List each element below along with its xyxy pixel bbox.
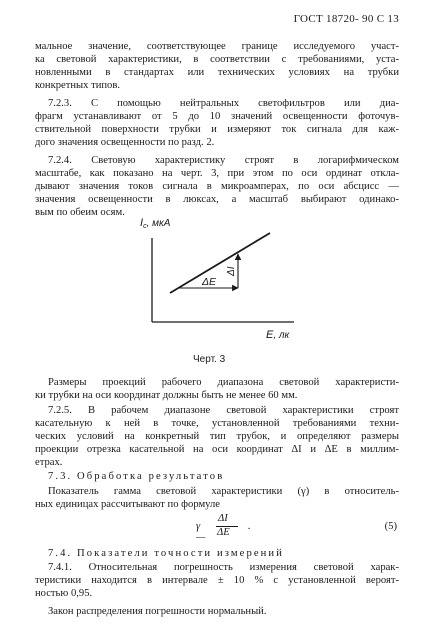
text-line: ка световой характеристики, в соответствии с требованиями, уста-: [35, 54, 399, 65]
text-line: дывают значения токов сигнала в микроамперах, по оси абсцисс —: [35, 181, 399, 192]
text-line: дого значения освещенности по разд. 2.: [35, 137, 215, 148]
text-line: значения освещенности в люксах, а масштаб выбирают одинако-: [35, 194, 399, 205]
text-line: ческих условий на конкретный тип трубок, и определяют размеры: [35, 431, 399, 442]
text-line: ных единицах рассчитывают по формуле: [35, 499, 220, 510]
x-axis-label: E, лк: [266, 329, 290, 341]
text-line: ствительной поверхности трубки и измеряют ток сигнала для каж-: [35, 124, 399, 135]
text-line: Размеры проекций рабочего диапазона световой характеристи-: [48, 377, 399, 388]
text-line: новленными в стандартах или технических условиях на трубки: [35, 67, 399, 78]
page-header: ГОСТ 18720- 90 С 13: [293, 13, 399, 25]
text-line: ностью 0,95.: [35, 588, 93, 599]
text-line: 7.2.3. С помощью нейтральных светофильтров или диа-: [48, 98, 399, 109]
text-line: Показатель гамма световой характеристики (γ) в относитель-: [48, 486, 399, 497]
formula-number: (5): [384, 521, 397, 532]
characteristic-line: [170, 233, 270, 293]
formula-denominator: ΔE: [217, 527, 230, 538]
text-line: мальное значение, соответствующее границе исследуемого участ-: [35, 41, 399, 52]
section-heading-7-3: 7.3. Обработка результатов: [48, 471, 225, 482]
text-line: проекции отрезка касательной на оси координат ΔI и ΔE в миллим-: [35, 444, 399, 455]
delta-e-label: ΔE: [202, 276, 217, 288]
text-line: 7.2.5. В рабочем диапазоне световой характеристики строят: [48, 405, 399, 416]
formula-tail: .: [248, 521, 251, 532]
formula-numerator: ΔI: [218, 513, 228, 524]
text-line: етрах.: [35, 457, 63, 468]
text-line: ки трубки на оси координат должны быть не менее 60 мм.: [35, 390, 298, 401]
text-line: вым по обеим осям.: [35, 207, 125, 218]
text-line: 7.4.1. Относительная погрешность измерения световой харак-: [48, 562, 399, 573]
text-line: теристики находится в интервале ± 10 % с установленной вероят-: [35, 575, 399, 586]
text-line: 7.2.4. Световую характеристику строят в логарифмическом: [48, 155, 399, 166]
text-line: касательную к ней в точке, установленной требованиями техни-: [35, 418, 399, 429]
text-line: Закон распределения погрешности нормальный.: [48, 606, 267, 617]
formula-lhs: γ —: [196, 521, 206, 543]
delta-i-label: ΔI: [226, 266, 237, 276]
text-line: фрагм устанавливают от 5 до 10 значений освещенности фоточув-: [35, 111, 399, 122]
section-heading-7-4: 7.4. Показатели точности измерений: [48, 548, 284, 559]
y-axis-label: Iс, мкА: [140, 217, 171, 230]
text-line: конкретных типов.: [35, 80, 120, 91]
figure-caption: Черт. 3: [193, 354, 226, 365]
text-line: масштабе, как показано на черт. 3, при этом по оси ординат откла-: [35, 168, 399, 179]
